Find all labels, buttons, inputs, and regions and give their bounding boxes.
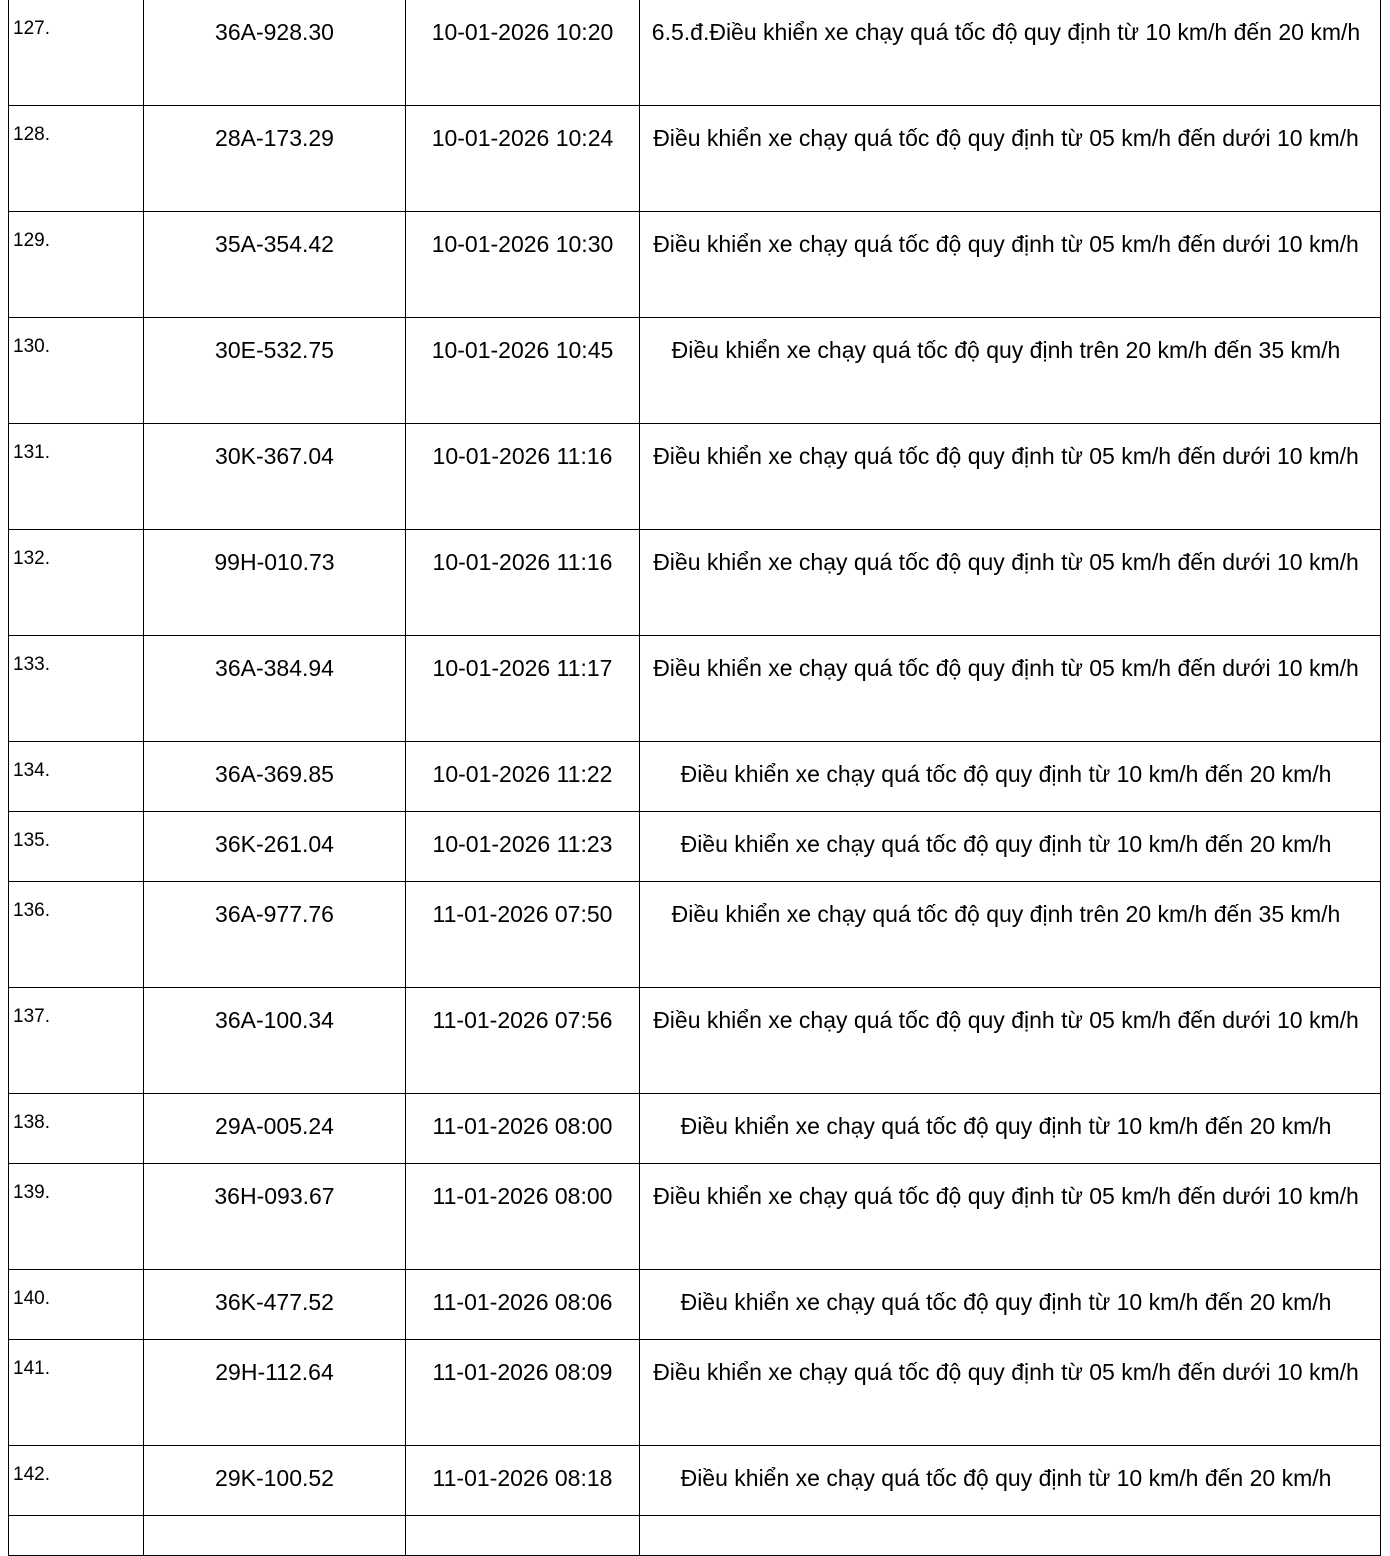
violation-description: Điều khiển xe chạy quá tốc độ quy định từ 05 km/h đến dưới 10 km/h [640,1340,1381,1446]
violation-time: 11-01-2026 07:50 [406,882,640,988]
license-plate: 28A-173.29 [144,106,406,212]
violation-description: Điều khiển xe chạy quá tốc độ quy định trên 20 km/h đến 35 km/h [640,882,1381,988]
empty-cell [9,1516,144,1556]
row-number: 132. [9,530,144,636]
violation-time: 10-01-2026 11:22 [406,742,640,812]
row-number: 141. [9,1340,144,1446]
violation-time: 10-01-2026 10:20 [406,0,640,106]
table-row [9,106,1381,212]
violations-table-body [9,0,1381,1556]
table-row [9,318,1381,424]
violation-description: Điều khiển xe chạy quá tốc độ quy định trên 20 km/h đến 35 km/h [640,318,1381,424]
violation-description: Điều khiển xe chạy quá tốc độ quy định từ 05 km/h đến dưới 10 km/h [640,424,1381,530]
license-plate: 36A-384.94 [144,636,406,742]
table-row [9,1094,1381,1164]
violation-description: Điều khiển xe chạy quá tốc độ quy định từ 10 km/h đến 20 km/h [640,742,1381,812]
row-number: 130. [9,318,144,424]
row-number: 138. [9,1094,144,1164]
license-plate: 29H-112.64 [144,1340,406,1446]
violation-description: Điều khiển xe chạy quá tốc độ quy định từ 05 km/h đến dưới 10 km/h [640,530,1381,636]
violation-time: 11-01-2026 07:56 [406,988,640,1094]
license-plate: 36A-977.76 [144,882,406,988]
table-row [9,0,1381,106]
table-row [9,530,1381,636]
license-plate: 29A-005.24 [144,1094,406,1164]
row-number: 142. [9,1446,144,1516]
violation-description: Điều khiển xe chạy quá tốc độ quy định từ 10 km/h đến 20 km/h [640,812,1381,882]
license-plate: 35A-354.42 [144,212,406,318]
violation-description: Điều khiển xe chạy quá tốc độ quy định từ 05 km/h đến dưới 10 km/h [640,636,1381,742]
table-row [9,424,1381,530]
license-plate: 30K-367.04 [144,424,406,530]
row-number: 139. [9,1164,144,1270]
license-plate: 36K-477.52 [144,1270,406,1340]
violation-time: 10-01-2026 10:30 [406,212,640,318]
violation-description: Điều khiển xe chạy quá tốc độ quy định từ 05 km/h đến dưới 10 km/h [640,106,1381,212]
violation-time: 10-01-2026 11:23 [406,812,640,882]
violation-description: Điều khiển xe chạy quá tốc độ quy định từ 10 km/h đến 20 km/h [640,1270,1381,1340]
violation-time: 10-01-2026 11:16 [406,530,640,636]
license-plate: 29K-100.52 [144,1446,406,1516]
license-plate: 99H-010.73 [144,530,406,636]
license-plate: 36K-261.04 [144,812,406,882]
empty-cell [640,1516,1381,1556]
table-row [9,1446,1381,1516]
violation-time: 10-01-2026 11:17 [406,636,640,742]
violation-description: Điều khiển xe chạy quá tốc độ quy định từ 10 km/h đến 20 km/h [640,1446,1381,1516]
row-number: 134. [9,742,144,812]
empty-cell [144,1516,406,1556]
violation-time: 10-01-2026 10:45 [406,318,640,424]
violation-time: 11-01-2026 08:06 [406,1270,640,1340]
row-number: 127. [9,0,144,106]
table-row [9,1270,1381,1340]
violation-time: 11-01-2026 08:09 [406,1340,640,1446]
license-plate: 36H-093.67 [144,1164,406,1270]
row-number: 140. [9,1270,144,1340]
table-row [9,812,1381,882]
violation-description: Điều khiển xe chạy quá tốc độ quy định từ 05 km/h đến dưới 10 km/h [640,988,1381,1094]
violation-description: Điều khiển xe chạy quá tốc độ quy định từ 05 km/h đến dưới 10 km/h [640,212,1381,318]
table-row [9,212,1381,318]
violations-table [8,0,1381,1556]
empty-cell [406,1516,640,1556]
license-plate: 36A-100.34 [144,988,406,1094]
violation-time: 10-01-2026 11:16 [406,424,640,530]
license-plate: 30E-532.75 [144,318,406,424]
row-number: 135. [9,812,144,882]
table-row [9,988,1381,1094]
table-row [9,882,1381,988]
row-number: 128. [9,106,144,212]
table-row [9,742,1381,812]
violation-description: Điều khiển xe chạy quá tốc độ quy định từ 05 km/h đến dưới 10 km/h [640,1164,1381,1270]
row-number: 131. [9,424,144,530]
violation-time: 10-01-2026 10:24 [406,106,640,212]
violation-time: 11-01-2026 08:00 [406,1164,640,1270]
license-plate: 36A-369.85 [144,742,406,812]
violation-time: 11-01-2026 08:18 [406,1446,640,1516]
row-number: 136. [9,882,144,988]
table-row-partial [9,1516,1381,1556]
row-number: 133. [9,636,144,742]
table-row [9,1340,1381,1446]
violation-description: Điều khiển xe chạy quá tốc độ quy định từ 10 km/h đến 20 km/h [640,1094,1381,1164]
license-plate: 36A-928.30 [144,0,406,106]
violation-description: 6.5.đ.Điều khiển xe chạy quá tốc độ quy định từ 10 km/h đến 20 km/h [640,0,1381,106]
violation-time: 11-01-2026 08:00 [406,1094,640,1164]
table-row [9,1164,1381,1270]
table-row [9,636,1381,742]
row-number: 137. [9,988,144,1094]
row-number: 129. [9,212,144,318]
